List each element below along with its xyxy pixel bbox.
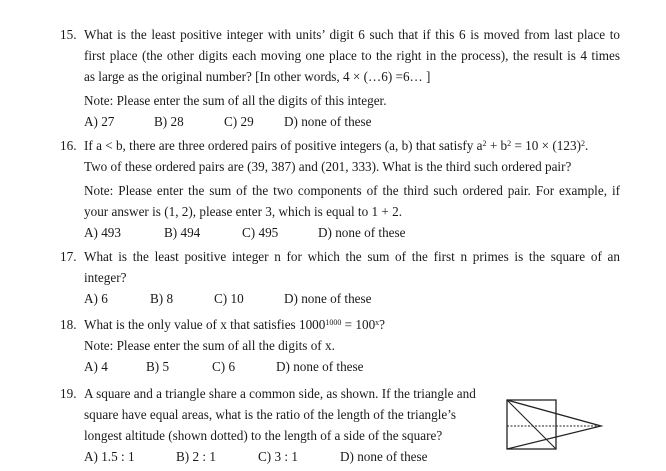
answer-options: [84, 111, 620, 133]
option-c[interactable]: C) 3 : 1: [258, 449, 298, 464]
note-text: Note: Please enter the sum of all the digits of x.: [84, 338, 335, 353]
problem-text-line: square have equal areas, what is the ratio of the length of the triangle’s: [84, 407, 457, 422]
problem-text-line: A square and a triangle share a common side, as shown. If the triangle and: [84, 386, 476, 401]
option-d[interactable]: D) none of these: [284, 114, 372, 129]
option-c[interactable]: C) 6: [212, 359, 236, 374]
problem-text-line: What is the least positive integer with units’ digit 6 such that if this 6 is moved from last place to: [84, 27, 620, 42]
option-a[interactable]: A) 6: [84, 291, 108, 306]
problem-text-line: What is the only value of x that satisfies $1000^{1000} = 100^x$?: [84, 317, 386, 332]
problem-number: 18.: [60, 317, 77, 332]
problem-number: 15.: [60, 27, 77, 42]
problem-19: [60, 383, 490, 468]
option-c[interactable]: C) 495: [242, 225, 279, 240]
problem-15: [60, 24, 620, 133]
option-a[interactable]: A) 27: [84, 114, 115, 129]
note-text: your answer is (1, 2), please enter 3, which is equal to 1 + 2.: [84, 204, 402, 219]
option-b[interactable]: B) 494: [164, 225, 201, 240]
note-text: Note: Please enter the sum of the two components of the third such ordered pair. For example, if: [84, 183, 620, 198]
problem-text-line: Two of these ordered pairs are (39, 387) and (201, 333). What is the third such ordered pair?: [84, 159, 572, 174]
answer-options: [84, 446, 490, 468]
option-b[interactable]: B) 5: [146, 359, 170, 374]
option-c[interactable]: C) 29: [224, 114, 254, 129]
problem-text-line: If a < b, there are three ordered pairs of positive integers (a, b) that satisfy $a^2 + b^2 = 10 \times (123)^2$.: [84, 138, 589, 153]
problem-16: [60, 135, 620, 244]
square-triangle-figure: [505, 398, 605, 454]
problem-number: 19.: [60, 386, 77, 401]
option-a[interactable]: A) 493: [84, 225, 121, 240]
answer-options: [84, 222, 620, 244]
problem-text-line: integer?: [84, 270, 127, 285]
problem-number: 17.: [60, 249, 77, 264]
option-c[interactable]: C) 10: [214, 291, 244, 306]
problem-text-line: as large as the original number? [In other words, 4 × (…6) =6… ]: [84, 69, 431, 84]
option-d[interactable]: D) none of these: [340, 449, 428, 464]
problem-17: [60, 246, 620, 310]
option-a[interactable]: A) 1.5 : 1: [84, 449, 135, 464]
problem-text-line: first place (the other digits each moving one place to the right in the process), the result is 4 times: [84, 48, 620, 63]
answer-options: [84, 288, 620, 310]
note-text: Note: Please enter the sum of all the digits of this integer.: [84, 93, 387, 108]
problem-18: [60, 314, 620, 378]
option-d[interactable]: D) none of these: [276, 359, 364, 374]
option-d[interactable]: D) none of these: [284, 291, 372, 306]
problem-text-line: What is the least positive integer n for which the sum of the first n primes is the square of an: [84, 249, 620, 264]
triangle-shape: [507, 400, 601, 449]
option-b[interactable]: B) 8: [150, 291, 174, 306]
answer-options: [84, 356, 620, 378]
option-b[interactable]: B) 2 : 1: [176, 449, 216, 464]
option-d[interactable]: D) none of these: [318, 225, 406, 240]
option-b[interactable]: B) 28: [154, 114, 184, 129]
option-a[interactable]: A) 4: [84, 359, 108, 374]
problem-text-line: longest altitude (shown dotted) to the length of a side of the square?: [84, 428, 443, 443]
problem-number: 16.: [60, 138, 77, 153]
